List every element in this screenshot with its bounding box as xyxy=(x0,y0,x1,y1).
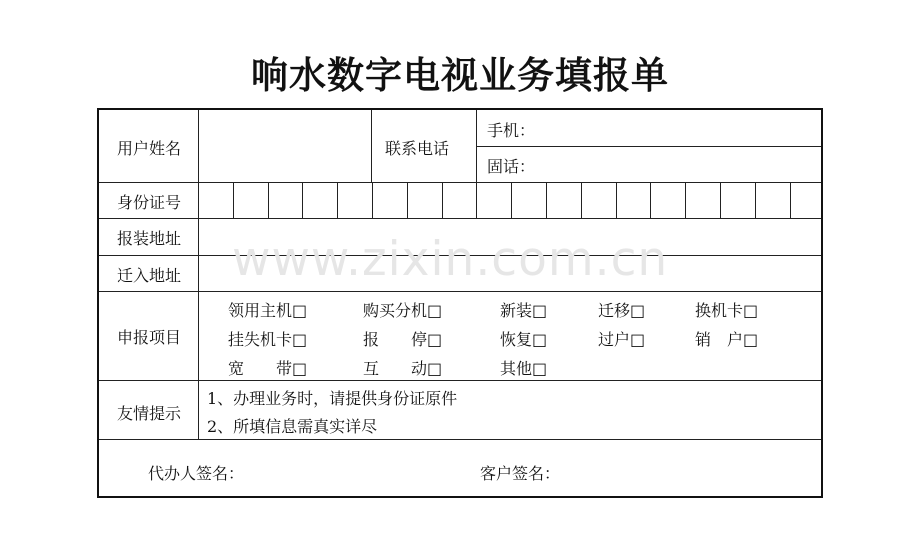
form-title: 响水数字电视业务填报单 xyxy=(251,53,669,97)
landline-label: 固话： xyxy=(487,157,536,176)
service-transfer[interactable]: 过户□ xyxy=(598,330,646,349)
service-replace-card[interactable]: 换机卡□ xyxy=(695,301,759,320)
service-claim-host[interactable]: 领用主机□ xyxy=(228,301,308,320)
name-label: 用户姓名 xyxy=(116,139,181,158)
customer-signature-label: 客户签名： xyxy=(480,464,561,483)
mobile-label: 手机： xyxy=(487,121,536,140)
id-digit-cell-divider xyxy=(476,182,477,218)
id-digit-cell-divider xyxy=(337,182,338,218)
service-other[interactable]: 其他□ xyxy=(500,359,548,378)
id-digit-cell-divider xyxy=(511,182,512,218)
id-digit-cell-divider xyxy=(442,182,443,218)
id-number-label: 身份证号 xyxy=(116,193,181,212)
service-broadband[interactable]: 宽 带□ xyxy=(228,359,308,378)
id-digit-cell-divider xyxy=(546,182,547,218)
tip-line: 1、办理业务时，请提供身份证原件 xyxy=(207,389,458,408)
move-address-label: 迁入地址 xyxy=(116,266,181,285)
service-resume[interactable]: 恢复□ xyxy=(500,330,548,349)
service-application-form xyxy=(97,108,823,498)
service-interactive[interactable]: 互 动□ xyxy=(363,359,443,378)
id-digit-cell-divider xyxy=(650,182,651,218)
service-new-install[interactable]: 新装□ xyxy=(500,301,548,320)
id-digit-cell-divider xyxy=(755,182,756,218)
id-digit-cell-divider xyxy=(372,182,373,218)
id-digit-cell-divider xyxy=(720,182,721,218)
service-report-lost-card[interactable]: 挂失机卡□ xyxy=(228,330,308,349)
contact-label: 联系电话 xyxy=(385,139,450,158)
id-digit-cell-divider xyxy=(616,182,617,218)
id-digit-cell-divider xyxy=(268,182,269,218)
tip-line: 2、所填信息需真实详尽 xyxy=(207,417,378,436)
service-suspend[interactable]: 报 停□ xyxy=(363,330,443,349)
install-address-label: 报装地址 xyxy=(116,229,181,248)
service-buy-extension[interactable]: 购买分机□ xyxy=(363,301,443,320)
service-cancel-account[interactable]: 销 户□ xyxy=(695,330,759,349)
id-digit-cell-divider xyxy=(790,182,791,218)
id-digit-cell-divider xyxy=(302,182,303,218)
tips-label: 友情提示 xyxy=(116,404,181,423)
watermark: www.zixin.com.cn xyxy=(232,232,669,287)
id-digit-cell-divider xyxy=(581,182,582,218)
id-digit-cell-divider xyxy=(407,182,408,218)
id-digit-cell-divider xyxy=(233,182,234,218)
service-relocate[interactable]: 迁移□ xyxy=(598,301,646,320)
id-digit-cell-divider xyxy=(685,182,686,218)
services-label: 申报项目 xyxy=(116,328,181,347)
agent-signature-label: 代办人签名： xyxy=(148,464,245,483)
